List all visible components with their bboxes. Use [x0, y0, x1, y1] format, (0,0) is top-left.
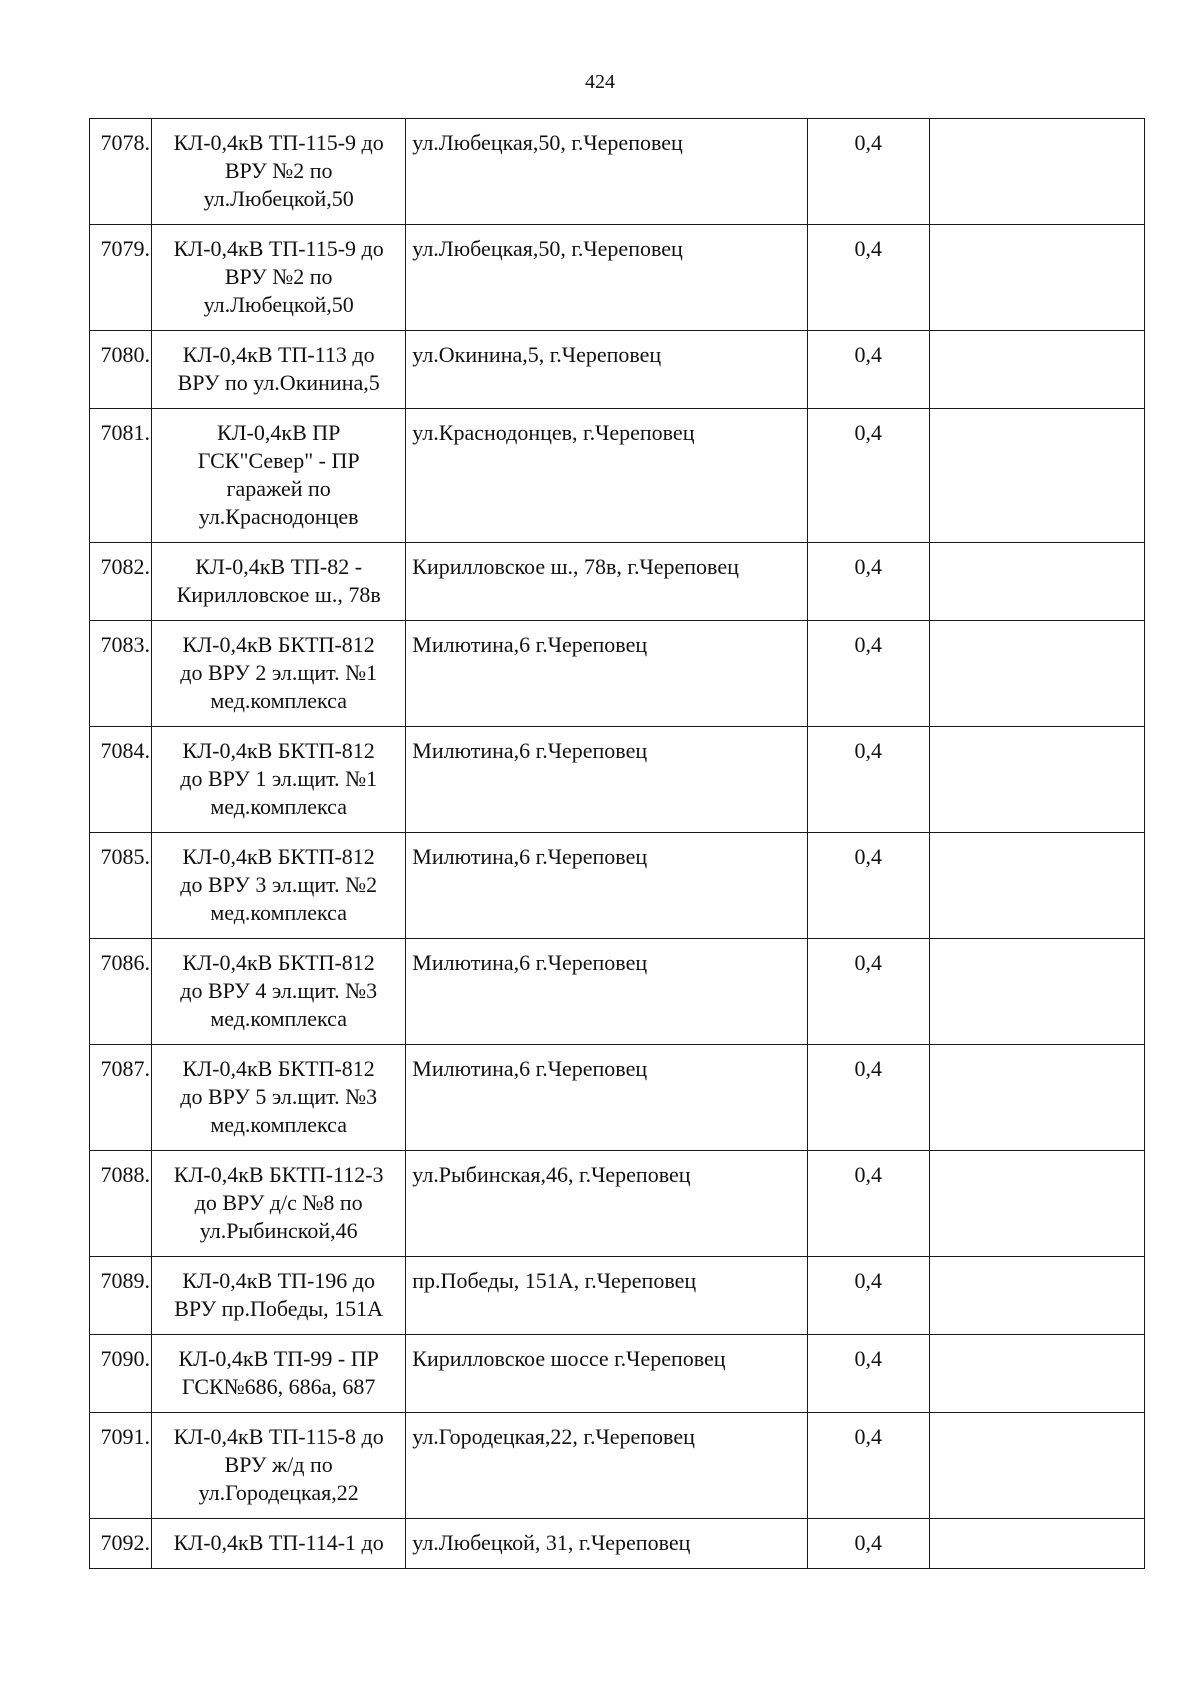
extra-value: [929, 621, 1144, 727]
table-row: [90, 119, 1145, 225]
voltage-value: 0,4: [807, 543, 929, 621]
object-name-line: ГСК№686, 686а, 687: [181, 1374, 376, 1399]
object-address: Милютина,6 г.Череповец: [406, 833, 807, 939]
object-address: Милютина,6 г.Череповец: [406, 727, 807, 833]
voltage-value: 0,4: [807, 727, 929, 833]
extra-value: [929, 1151, 1144, 1257]
table-row: [90, 833, 1145, 939]
row-number: 7086.: [90, 939, 152, 1045]
voltage-value: 0,4: [807, 119, 929, 225]
object-address: Кирилловское ш., 78в, г.Череповец: [406, 543, 807, 621]
object-name: [152, 621, 406, 727]
object-name-line: мед.комплекса: [210, 1112, 347, 1137]
voltage-value: 0,4: [807, 1413, 929, 1519]
object-name-line: ВРУ по ул.Окинина,5: [177, 370, 380, 395]
object-name-line: КЛ-0,4кВ ТП-196 до: [182, 1268, 375, 1293]
object-name-line: КЛ-0,4кВ ТП-115-8 до: [173, 1424, 384, 1449]
row-number: 7091.: [90, 1413, 152, 1519]
object-address: ул.Рыбинская,46, г.Череповец: [406, 1151, 807, 1257]
table-row: [90, 409, 1145, 543]
voltage-value: 0,4: [807, 833, 929, 939]
object-name: [152, 409, 406, 543]
object-address: Милютина,6 г.Череповец: [406, 621, 807, 727]
voltage-value: 0,4: [807, 1151, 929, 1257]
table-body: [90, 119, 1145, 1569]
object-name-line: гаражей по: [226, 476, 331, 501]
extra-value: [929, 1045, 1144, 1151]
object-name-line: КЛ-0,4кВ БКТП-112-3: [173, 1162, 384, 1187]
object-name-line: ул.Любецкой,50: [203, 292, 354, 317]
voltage-value: 0,4: [807, 1335, 929, 1413]
table-row: [90, 939, 1145, 1045]
object-name-line: ул.Рыбинской,46: [199, 1218, 358, 1243]
table-row: [90, 543, 1145, 621]
object-name-line: КЛ-0,4кВ ТП-115-9 до: [173, 130, 384, 155]
object-name-line: КЛ-0,4кВ БКТП-812: [182, 844, 375, 869]
voltage-value: 0,4: [807, 409, 929, 543]
object-name-line: ВРУ №2 по: [224, 158, 333, 183]
row-number: 7081.: [90, 409, 152, 543]
object-address: ул.Любецкая,50, г.Череповец: [406, 119, 807, 225]
object-address: ул.Городецкая,22, г.Череповец: [406, 1413, 807, 1519]
object-name-line: Кирилловское ш., 78в: [176, 582, 381, 607]
extra-value: [929, 939, 1144, 1045]
row-number: 7087.: [90, 1045, 152, 1151]
page-number: 424: [585, 71, 615, 93]
object-address: ул.Любецкая,50, г.Череповец: [406, 225, 807, 331]
extra-value: [929, 833, 1144, 939]
object-name: [152, 225, 406, 331]
object-name: [152, 1335, 406, 1413]
voltage-value: 0,4: [807, 1045, 929, 1151]
object-name-line: мед.комплекса: [210, 688, 347, 713]
row-number: 7082.: [90, 543, 152, 621]
extra-value: [929, 225, 1144, 331]
object-name: [152, 331, 406, 409]
object-name: [152, 119, 406, 225]
table-row: [90, 1335, 1145, 1413]
row-number: 7090.: [90, 1335, 152, 1413]
row-number: 7079.: [90, 225, 152, 331]
object-name-line: КЛ-0,4кВ БКТП-812: [182, 1056, 375, 1081]
object-name-line: КЛ-0,4кВ БКТП-812: [182, 738, 375, 763]
object-name: [152, 833, 406, 939]
object-name-line: до ВРУ д/с №8 по: [194, 1190, 363, 1215]
object-name-line: мед.комплекса: [210, 1006, 347, 1031]
table-row: [90, 1045, 1145, 1151]
object-name-line: до ВРУ 4 эл.щит. №3: [180, 978, 378, 1003]
object-name: [152, 727, 406, 833]
extra-value: [929, 409, 1144, 543]
object-name: [152, 543, 406, 621]
voltage-value: 0,4: [807, 331, 929, 409]
object-name: [152, 1151, 406, 1257]
table-row: [90, 1151, 1145, 1257]
table-row: [90, 1257, 1145, 1335]
object-name: [152, 939, 406, 1045]
object-name: [152, 1045, 406, 1151]
object-address: ул.Любецкой, 31, г.Череповец: [406, 1519, 807, 1569]
object-address: ул.Окинина,5, г.Череповец: [406, 331, 807, 409]
object-name-line: до ВРУ 5 эл.щит. №3: [180, 1084, 378, 1109]
object-name-line: ул.Краснодонцев: [198, 504, 359, 529]
object-name-line: ул.Городецкая,22: [198, 1480, 359, 1505]
object-name-line: КЛ-0,4кВ ТП-82 -: [195, 554, 363, 579]
object-name-line: мед.комплекса: [210, 900, 347, 925]
row-number: 7084.: [90, 727, 152, 833]
table-row: [90, 1519, 1145, 1569]
object-name-line: ул.Любецкой,50: [203, 186, 354, 211]
object-address: Кирилловское шоссе г.Череповец: [406, 1335, 807, 1413]
extra-value: [929, 331, 1144, 409]
row-number: 7078.: [90, 119, 152, 225]
table-row: [90, 1413, 1145, 1519]
extra-value: [929, 119, 1144, 225]
object-name-line: КЛ-0,4кВ ПР: [216, 420, 341, 445]
object-name-line: ВРУ пр.Победы, 151А: [174, 1296, 384, 1321]
object-address: Милютина,6 г.Череповец: [406, 939, 807, 1045]
voltage-value: 0,4: [807, 225, 929, 331]
row-number: 7085.: [90, 833, 152, 939]
row-number: 7089.: [90, 1257, 152, 1335]
objects-table: [89, 118, 1145, 1569]
object-address: ул.Краснодонцев, г.Череповец: [406, 409, 807, 543]
object-name-line: до ВРУ 1 эл.щит. №1: [180, 766, 378, 791]
object-name-line: КЛ-0,4кВ ТП-115-9 до: [173, 236, 384, 261]
row-number: 7092.: [90, 1519, 152, 1569]
row-number: 7083.: [90, 621, 152, 727]
voltage-value: 0,4: [807, 1519, 929, 1569]
voltage-value: 0,4: [807, 1257, 929, 1335]
extra-value: [929, 1519, 1144, 1569]
object-address: Милютина,6 г.Череповец: [406, 1045, 807, 1151]
row-number: 7080.: [90, 331, 152, 409]
extra-value: [929, 1413, 1144, 1519]
object-name-line: КЛ-0,4кВ ТП-99 - ПР: [178, 1346, 379, 1371]
object-name: [152, 1519, 406, 1569]
object-name-line: до ВРУ 3 эл.щит. №2: [180, 872, 378, 897]
extra-value: [929, 543, 1144, 621]
object-name-line: ВРУ ж/д по: [224, 1452, 333, 1477]
extra-value: [929, 1335, 1144, 1413]
table-row: [90, 621, 1145, 727]
object-name: [152, 1413, 406, 1519]
extra-value: [929, 727, 1144, 833]
table-row: [90, 331, 1145, 409]
object-name-line: КЛ-0,4кВ БКТП-812: [182, 950, 375, 975]
extra-value: [929, 1257, 1144, 1335]
table-row: [90, 225, 1145, 331]
object-name-line: до ВРУ 2 эл.щит. №1: [180, 660, 378, 685]
object-name: [152, 1257, 406, 1335]
voltage-value: 0,4: [807, 621, 929, 727]
row-number: 7088.: [90, 1151, 152, 1257]
object-name-line: КЛ-0,4кВ ТП-114-1 до: [173, 1530, 384, 1555]
voltage-value: 0,4: [807, 939, 929, 1045]
object-name-line: КЛ-0,4кВ ТП-113 до: [182, 342, 375, 367]
object-name-line: ГСК"Север" - ПР: [197, 448, 360, 473]
object-address: пр.Победы, 151А, г.Череповец: [406, 1257, 807, 1335]
object-name-line: мед.комплекса: [210, 794, 347, 819]
object-name-line: КЛ-0,4кВ БКТП-812: [182, 632, 375, 657]
object-name-line: ВРУ №2 по: [224, 264, 333, 289]
table-row: [90, 727, 1145, 833]
